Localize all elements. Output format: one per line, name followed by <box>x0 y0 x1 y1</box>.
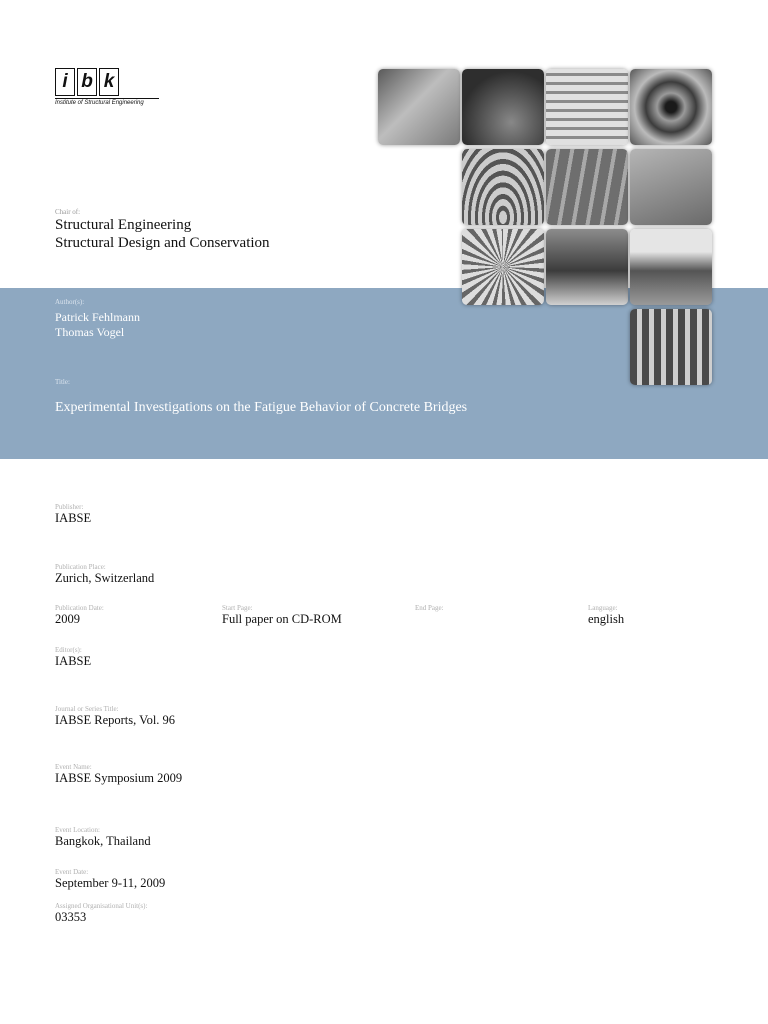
field-label: Journal or Series Title: <box>55 705 119 713</box>
field-label: Publication Place: <box>55 563 106 571</box>
field-value: IABSE <box>55 511 92 525</box>
logo-letter: b <box>77 68 97 96</box>
chair-line-2: Structural Design and Conservation <box>55 235 270 251</box>
photo-tower <box>462 69 544 145</box>
photo-tunnel <box>462 149 544 225</box>
field-event-name <box>55 763 182 786</box>
field-language <box>588 604 624 627</box>
field-value: Bangkok, Thailand <box>55 834 151 848</box>
field-end-page <box>415 604 444 612</box>
field-label: Publication Date: <box>55 604 104 612</box>
logo-subtitle: Institute of Structural Engineering <box>55 98 159 106</box>
authors-label: Author(s): <box>55 298 85 306</box>
photo-workers <box>630 149 712 225</box>
chair-block <box>55 208 270 252</box>
field-label: Start Page: <box>222 604 253 612</box>
logo-letter: k <box>99 68 119 96</box>
field-value: September 9-11, 2009 <box>55 876 166 890</box>
field-label: End Page: <box>415 604 444 612</box>
photo-bridge-construction <box>378 69 460 145</box>
field-value: Full paper on CD-ROM <box>222 612 342 626</box>
field-label: Event Name: <box>55 763 92 771</box>
authors-block <box>55 298 140 340</box>
field-label: Language: <box>588 604 618 612</box>
field-label: Event Date: <box>55 868 89 876</box>
field-label: Publisher: <box>55 503 84 511</box>
field-label: Event Location: <box>55 826 100 834</box>
chair-line-1: Structural Engineering <box>55 217 192 233</box>
author-name: Patrick Fehlmann <box>55 310 140 324</box>
photo-dome-structure <box>462 229 544 305</box>
photo-boat-people <box>546 229 628 305</box>
field-event-location <box>55 826 151 849</box>
field-value: 2009 <box>55 612 80 626</box>
field-value: Zurich, Switzerland <box>55 571 155 585</box>
logo-letter: i <box>55 68 75 96</box>
photo-collage <box>378 69 714 385</box>
photo-building-facade <box>546 69 628 145</box>
photo-arch-bridge <box>630 229 712 305</box>
photo-dam-wall <box>546 149 628 225</box>
field-value: 03353 <box>55 910 87 924</box>
field-publisher <box>55 503 91 526</box>
field-editors <box>55 646 91 669</box>
field-value: IABSE Reports, Vol. 96 <box>55 713 176 727</box>
document-title: Experimental Investigations on the Fatigue Behavior of Concrete Bridges <box>55 400 468 415</box>
author-name: Thomas Vogel <box>55 325 125 339</box>
field-org-unit <box>55 902 147 925</box>
field-journal <box>55 705 175 728</box>
chair-label: Chair of: <box>55 208 81 216</box>
field-publication-date <box>55 604 104 627</box>
field-start-page <box>222 604 342 627</box>
field-publication-place <box>55 563 154 586</box>
field-label: Editor(s): <box>55 646 82 654</box>
field-value: IABSE Symposium 2009 <box>55 771 183 785</box>
field-value: english <box>588 612 625 626</box>
field-value: IABSE <box>55 654 92 668</box>
photo-test-rig <box>630 309 712 385</box>
photo-spiral-stair <box>630 69 712 145</box>
title-label: Title: <box>55 378 70 386</box>
ibk-logo <box>55 68 159 106</box>
field-event-date <box>55 868 165 891</box>
field-label: Assigned Organisational Unit(s): <box>55 902 148 910</box>
